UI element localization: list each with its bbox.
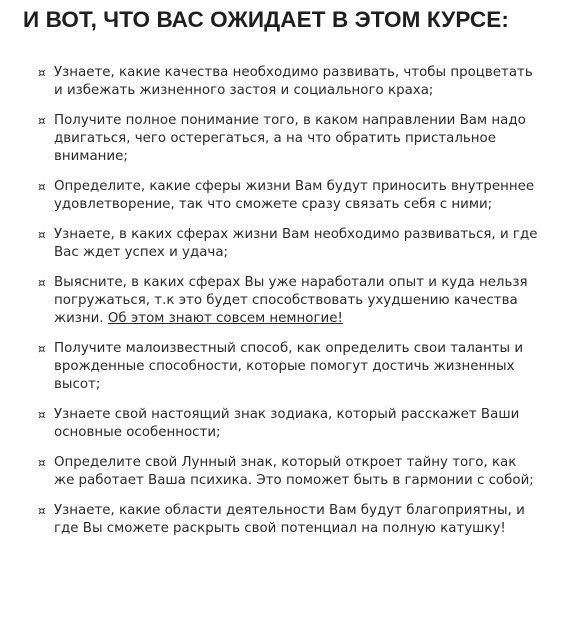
list-item — [38, 64, 538, 100]
list-item — [38, 406, 538, 442]
bullet-icon: ¤ — [38, 114, 46, 128]
list-item-text: Определите, какие сферы жизни Вам будут приносить внутреннее удовлетворение, так что сможете сразу связать себя с ними; — [54, 179, 535, 212]
list-item-text: Узнаете, какие области деятельности Вам будут благоприятны, и где Вы сможете раскрыть свой потенциал на полную катушку! — [54, 503, 525, 536]
list-item — [38, 112, 538, 166]
list-item-text: Выясните, в каких сферах Вы уже наработали опыт и куда нельзя погружаться, т.к это будет способствовать ухудшению качества жизни. — [54, 275, 528, 326]
bullet-icon: ¤ — [38, 276, 46, 290]
list-item — [38, 226, 538, 262]
list-item — [38, 340, 538, 394]
bullet-icon: ¤ — [38, 228, 46, 242]
list-item-text: Получите малоизвестный способ, как определить свои таланты и врожденные способности, которые помогут достичь жизненных высот; — [54, 341, 524, 392]
list-item — [38, 274, 538, 328]
emphasis-link[interactable]: Об этом знают совсем немногие! — [107, 311, 343, 326]
list-item-text: Узнаете свой настоящий знак зодиака, который расскажет Ваши основные особенности; — [54, 407, 520, 440]
bullet-icon: ¤ — [38, 504, 46, 518]
bullet-icon: ¤ — [38, 342, 46, 356]
list-item-text: Определите свой Лунный знак, который откроет тайну того, как же работает Ваша психика. Это поможет быть в гармонии с собой; — [54, 455, 534, 488]
page-title: И ВОТ, ЧТО ВАС ОЖИДАЕТ В ЭТОМ КУРСЕ: — [23, 7, 509, 32]
list-item — [38, 502, 538, 538]
bullet-icon: ¤ — [38, 456, 46, 470]
bullet-icon: ¤ — [38, 180, 46, 194]
bullet-icon: ¤ — [38, 66, 46, 80]
bullet-icon: ¤ — [38, 408, 46, 422]
list-item — [38, 454, 538, 490]
list-item-text: Узнаете, в каких сферах жизни Вам необходимо развиваться, и где Вас ждет успех и удача; — [54, 227, 538, 260]
benefits-list — [38, 64, 538, 550]
list-item — [38, 178, 538, 214]
list-item-text: Получите полное понимание того, в каком направлении Вам надо двигаться, чего остерегаться, а на что обратить пристальное внимание; — [54, 113, 526, 164]
list-item-text: Узнаете, какие качества необходимо развивать, чтобы процветать и избежать жизненного застоя и социального краха; — [54, 65, 533, 98]
